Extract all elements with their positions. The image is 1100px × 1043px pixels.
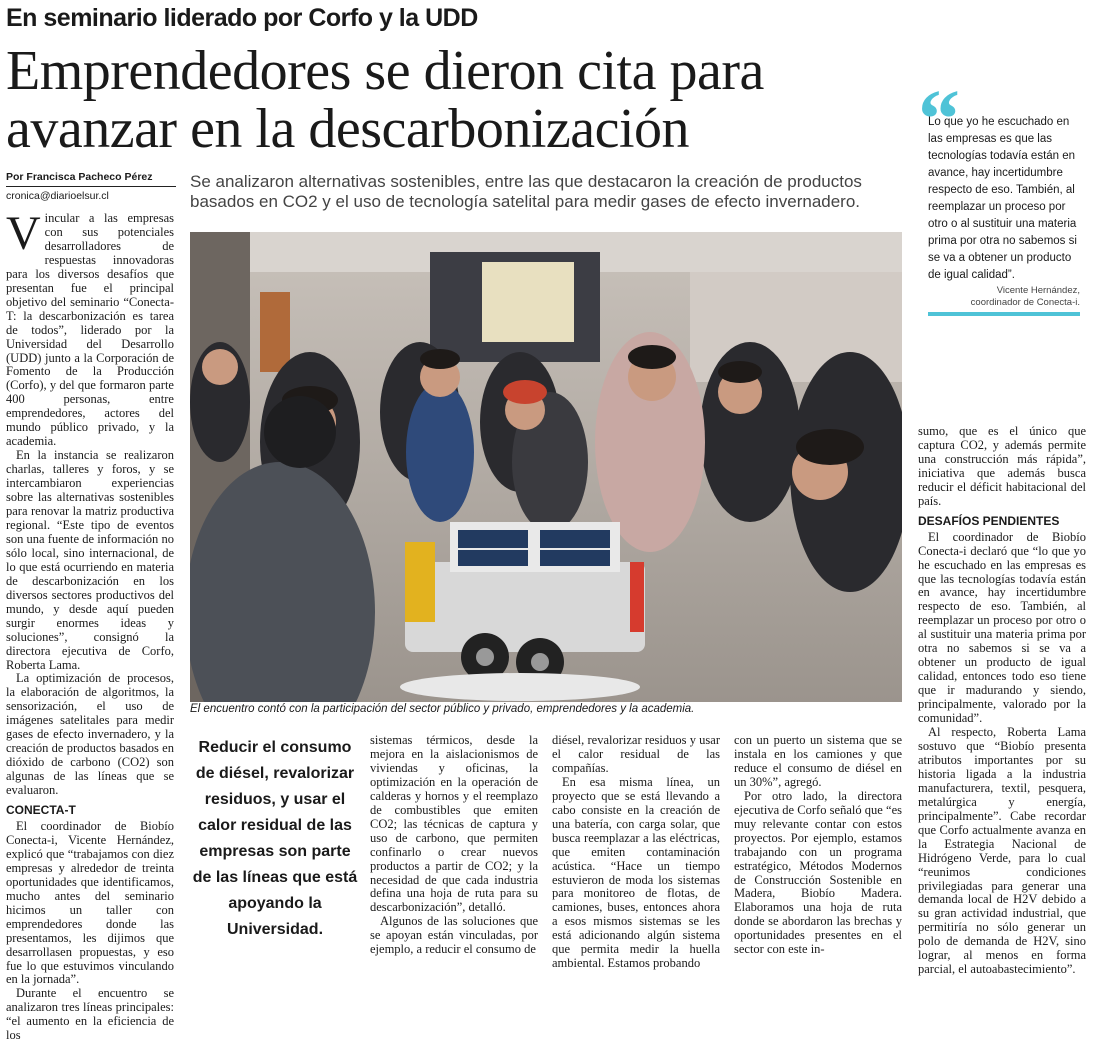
article-column-6: [918, 425, 1086, 977]
article-column-4: [552, 734, 720, 971]
byline: [6, 170, 176, 203]
subhead-conecta-t: CONECTA-T: [6, 803, 76, 818]
article-column-3: [370, 734, 538, 957]
quote-author-role: coordinador de Conecta-i.: [970, 297, 1080, 308]
quote-mark-icon: “: [918, 73, 960, 166]
paragraph: Al respecto, Roberta Lama sostuvo que “Biobío presenta atributos importantes por su historia ligada a la industria manufacturera, textil, pesquera, metalúrgica y energía, principalmente”. Cabe recordar que Corfo actualmente avanza en la Estrategia Nacional de Hidrógeno Verde, para lo cual “reunimos condiciones privilegiadas para generar una demanda local de H2V debido a su gran actividad industrial, que permitiría no sólo generar un polo de demanda de H2V, sino lograr, al menos en forma parcial, el autoabastecimiento”.: [918, 725, 1086, 977]
paragraph: con un puerto un sistema que se instala en los camiones y que reduce el consumo de diésel en un 30%”, agregó.: [734, 733, 902, 789]
quote-accent-bar: [928, 312, 1080, 316]
photo-caption: El encuentro contó con la participación del sector público y privado, emprendedores y la academia.: [190, 703, 695, 715]
article-column-1: [6, 207, 174, 1043]
paragraph: sumo, que es el único que captura CO2, y además permite una construcción más rápida”, iniciativa que además busca reducir el déficit habitacional del país.: [918, 424, 1086, 508]
quote-text: Lo que yo he escuchado en las empresas es que las tecnologías todavía están en avance, hay incertidumbre respecto de eso. También, al reemplazar un proceso por otro o al sustituir una materia prima por otra no sabemos si se va a obtener un producto de igual calidad”.: [928, 116, 1077, 281]
deck: Se analizaron alternativas sostenibles, entre las que destacaron la creación de productos basados en CO2 y el uso de tecnología satelital para medir gases de efecto invernadero.: [190, 172, 862, 211]
headline: [6, 42, 906, 158]
byline-email: cronica@diarioelsur.cl: [6, 190, 109, 202]
headline-line-1: Emprendedores se dieron cita para: [6, 40, 764, 102]
subhead-desafios: DESAFÍOS PENDIENTES: [918, 513, 1060, 528]
kicker: En seminario liderado por Corfo y la UDD: [6, 4, 478, 32]
article-column-5: [734, 734, 902, 957]
paragraph: Durante el encuentro se analizaron tres líneas principales: “el aumento en la eficiencia de los: [6, 986, 174, 1043]
paragraph: diésel, revalorizar residuos y usar el calor residual de las compañías.: [552, 733, 720, 775]
paragraph: Por otro lado, la directora ejecutiva de Corfo señaló que “es muy relevante contar con estos proyectos. Por ejemplo, estamos trabajando con un programa estratégico, Métodos Modernos de Construcción Sostenible en Madera, Biobío Madera. Elaboramos una hoja de ruta donde se abordaron las brechas y oportunidades presentes en el sector con este in-: [734, 788, 902, 957]
pull-quote: Reducir el consumo de diésel, revalorizar residuos, y usar el calor residual de las empresas son parte de las líneas que está apoyando la Universidad.: [192, 739, 358, 938]
event-photo: [190, 232, 902, 702]
byline-author: Por Francisca Pacheco Pérez: [6, 170, 176, 187]
paragraph: incular a las empresas con sus potenciales desarrolladores de respuestas innovadoras para los diversos desafíos que presentan fue el principal objetivo del seminario “Conecta-T: la descarbonización es tarea de todos”, liderado por la Universidad del Desarrollo (UDD) junto a la Corporación de Fomento de la Producción (Corfo), y del que formaron parte 400 personas, entre emprendedores, actores del mundo público privado, y la academia.: [6, 211, 174, 449]
quote-author-name: Vicente Hernández,: [996, 285, 1080, 296]
event-photo-illustration: [190, 232, 902, 702]
paragraph: El coordinador de Biobío Conecta-i, Vicente Hernández, explicó que “trabajamos con diez empresas y alrededor de treinta oportunidades que identificamos, mucho antes del seminario hicimos un taller con emprendedores donde las presentamos, les dijimos que desarrollasen propuestas, y eso fue lo que estuvimos vinculando en la jornada”.: [6, 818, 174, 987]
headline-line-2: avanzar en la descarbonización: [6, 98, 690, 160]
dropcap: V: [6, 207, 41, 260]
quote-attribution: [928, 285, 1080, 309]
quote-box: [918, 73, 1086, 324]
paragraph: En esa misma línea, un proyecto que se está llevando a cabo consiste en la creación de una batería, con carga solar, que busca reemplazar a las eléctricas, que emiten contaminación acústica. “Hace un tiempo estuvieron de moda los sistemas para monitoreo de flotas, de camiones, buses, entonces ahora a esos mismos sistemas se les está adicionando algún sistema que permita medir la huella ambiental. Estamos probando: [552, 774, 720, 971]
paragraph: El coordinador de Biobío Conecta-i declaró que “lo que yo he escuchado en las empresas es que las tecnologías todavía están en avance, hay incertidumbre respecto de eso. También, al reemplazar un proceso por otro o al sustituir una materia prima por otra no sabemos si se va a obtener un producto de igual calidad, entonces todo eso tiene que ir madurando y siendo, principalmente, valorado por la comunidad”.: [918, 529, 1086, 726]
paragraph: En la instancia se realizaron charlas, talleres y foros, y se intercambiaron experiencias sobre las alternativas sostenibles para renovar la matriz productiva regional. “Este tipo de eventos son una fuente de información no sólo local, sino internacional, de lo que está ocurriendo en materia de descarbonización en los diversos sectores productivos del mundo, y desde aquí pueden surgir enormes ideas y soluciones”, consignó la directora ejecutiva de Corfo, Roberta Lama.: [6, 448, 174, 672]
paragraph: sistemas térmicos, desde la mejora en la aislacionismos de viviendas y oficinas, la optimización en la operación de calderas y hornos y el reemplazo de combustibles que emiten CO2; las técnicas de captura y uso de carbono, que permiten confinarlo o crear nuevos productos a partir de CO2; y la necesidad de que cada industria defina una hoja de ruta para su descarbonización”, detalló.: [370, 733, 538, 915]
paragraph: Algunos de las soluciones que se apoyan están vinculadas, por ejemplo, a reducir el consumo de: [370, 914, 538, 957]
paragraph: La optimización de procesos, la elaboración de algoritmos, la sensorización, el uso de imágenes satelitales para medir gases de efecto invernadero, y la creación de productos basados en dióxido de carbono (CO2) son algunas de las líneas que se evaluaron.: [6, 671, 174, 798]
